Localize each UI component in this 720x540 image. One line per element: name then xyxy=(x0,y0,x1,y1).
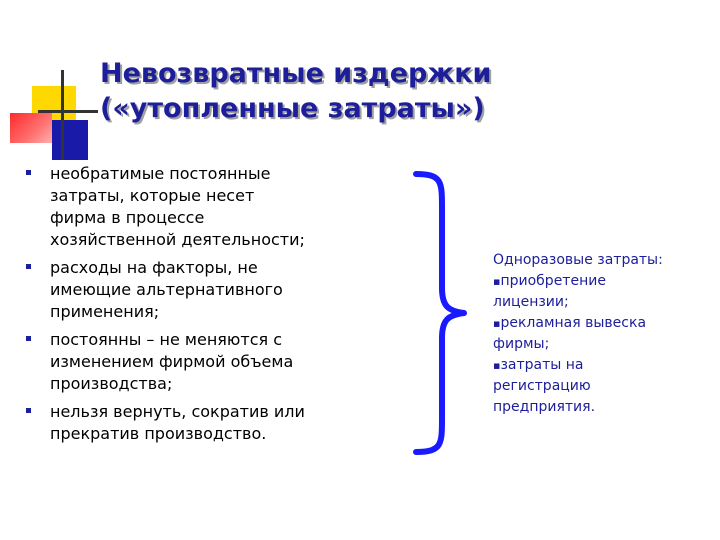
onetime-item: ▪ затраты на регистрацию предприятия. xyxy=(493,355,718,418)
bullet-item xyxy=(24,329,394,395)
bullet-text: нельзя вернуть, сократив или прекратив производство. xyxy=(50,402,305,443)
decor-red-square xyxy=(10,113,52,143)
bullet-item xyxy=(24,257,394,323)
bullet-text: расходы на факторы, не имеющие альтернативного применения; xyxy=(50,258,283,321)
right-curly-brace-icon xyxy=(408,168,468,458)
onetime-item: ▪ приобретение лицензии; xyxy=(493,271,718,313)
square-bullet-icon xyxy=(26,408,31,413)
onetime-item: ▪ рекламная вывеска фирмы; xyxy=(493,313,718,355)
slide-title xyxy=(100,56,660,126)
decor-horizontal-line xyxy=(38,110,98,113)
decor-vertical-line xyxy=(61,70,64,160)
bullet-text: необратимые постоянные затраты, которые несет фирма в процессе хозяйственной деятельности; xyxy=(50,164,305,249)
bullet-text: постоянны – не меняются с изменением фирмой объема производства; xyxy=(50,330,294,393)
onetime-costs-block xyxy=(493,250,718,418)
decor-blue-square xyxy=(52,120,88,160)
square-bullet-icon xyxy=(26,264,31,269)
title-line-2: («утопленные затраты») xyxy=(100,93,485,124)
bullet-item xyxy=(24,401,394,445)
bullet-item xyxy=(24,163,394,251)
square-bullet-icon xyxy=(26,170,31,175)
onetime-heading: Одноразовые затраты: xyxy=(493,252,663,268)
bullet-list xyxy=(24,163,394,451)
square-bullet-icon xyxy=(26,336,31,341)
title-line-1: Невозвратные издержки xyxy=(100,58,492,89)
